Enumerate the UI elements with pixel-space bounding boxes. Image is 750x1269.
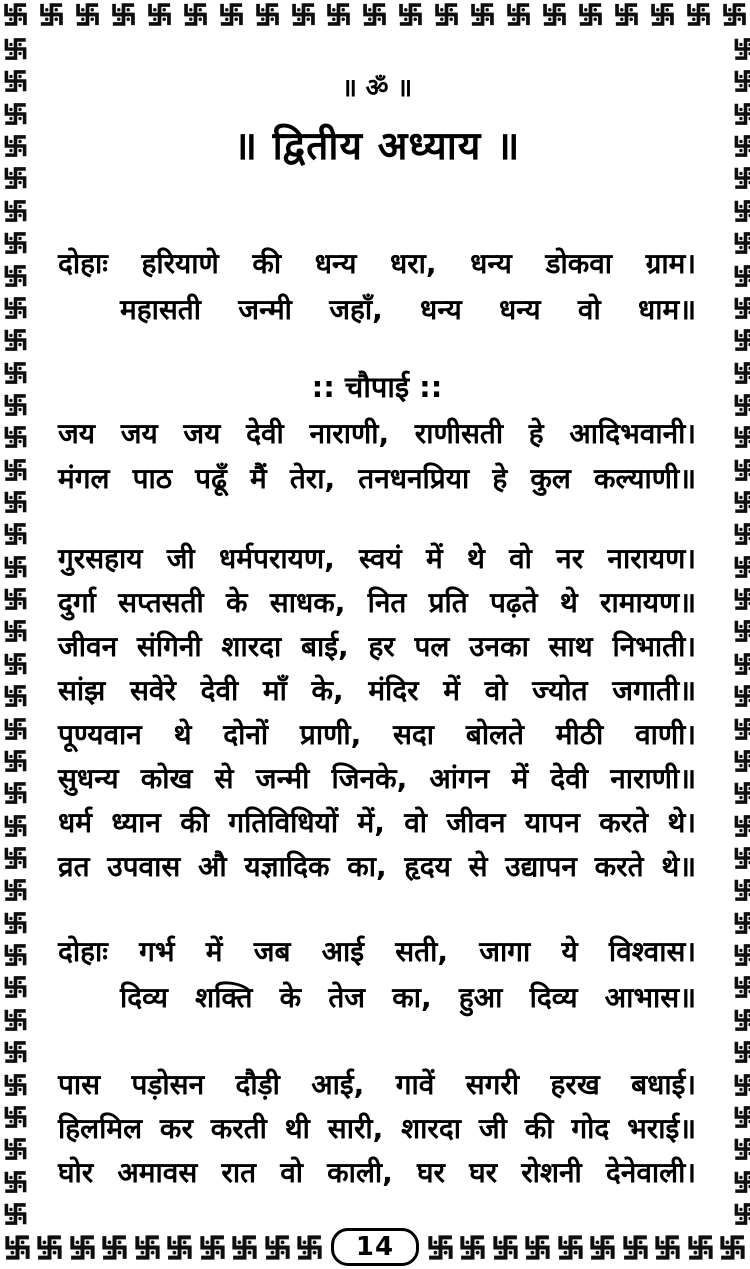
swastika-icon [164,1233,195,1262]
swastika-icon [732,1201,750,1227]
swastika-icon [145,1,174,28]
swastika-icon [522,1233,553,1262]
swastika-icon [396,1,425,28]
swastika-icon [197,1233,228,1262]
doha-line: दोहाः गर्भ में जब आई सती, जागा ये विश्वास। [58,935,696,968]
swastika-icon [2,230,29,256]
verse-line: व्रत उपवास औ यज्ञादिक का, हृदय से उद्यापन करते थे॥ [58,850,696,883]
swastika-border-bottom-right [423,1233,750,1262]
swastika-icon [732,36,750,62]
swastika-icon [2,942,29,968]
swastika-icon [732,521,750,547]
swastika-icon [2,1072,29,1098]
swastika-icon [732,1136,750,1162]
verse-line: हिलमिल कर करती थी सारी, शारदा जी की गोद भराई॥ [58,1112,696,1145]
swastika-icon [732,1072,750,1098]
swastika-icon [432,1,461,28]
swastika-icon [67,1233,98,1262]
swastika-icon [2,1136,29,1162]
swastika-border-top [0,1,750,31]
swastika-icon [732,780,750,806]
swastika-icon [2,651,29,677]
chapter-title: ॥ द्वितीय अध्याय ॥ [233,124,521,169]
swastika-icon [732,683,750,709]
swastika-icon [2,295,29,321]
swastika-icon [2,813,29,839]
swastika-icon [732,489,750,515]
swastika-icon [2,165,29,191]
swastika-icon [181,1,210,28]
swastika-icon [2,910,29,936]
swastika-icon [720,1,749,28]
swastika-icon [612,1,641,28]
verse-line: पूण्यवान थे दोनों प्राणी, सदा बोलते मीठी वाणी। [58,718,696,751]
swastika-icon [253,1,282,28]
swastika-icon [2,198,29,224]
doha-2 [58,929,696,1021]
swastika-icon [2,360,29,386]
swastika-icon [262,1233,293,1262]
swastika-icon [732,618,750,644]
swastika-icon [109,1,138,28]
swastika-icon [229,1233,260,1262]
swastika-icon [217,1,246,28]
page-number: 14 [355,1232,395,1262]
swastika-icon [2,845,29,871]
swastika-icon [732,392,750,418]
swastika-icon [34,1233,65,1262]
verse-line: पास पड़ोसन दौड़ी आई, गावें सगरी हरख बधाई। [58,1068,696,1101]
swastika-border-right [708,36,750,1227]
swastika-icon [732,457,750,483]
swastika-icon [2,974,29,1000]
swastika-icon [2,716,29,742]
swastika-icon [2,683,29,709]
page-number-box [331,1228,419,1266]
swastika-border-bottom-left [0,1233,327,1262]
verse-block-1 [58,537,696,889]
verse-line: सांझ सवेरे देवी माँ के, मंदिर में वो ज्योत जगाती॥ [58,674,696,707]
swastika-icon [648,1,677,28]
swastika-icon [732,101,750,127]
swastika-icon [732,1039,750,1065]
swastika-icon [2,618,29,644]
swastika-icon [468,1,497,28]
swastika-icon [2,521,29,547]
swastika-icon [732,230,750,256]
swastika-icon [732,651,750,677]
chaupai-couplet [58,411,696,501]
verse-line: घोर अमावस रात वो काली, घर घर रोशनी देनेवाली। [58,1156,696,1189]
swastika-icon [732,295,750,321]
swastika-icon [2,457,29,483]
swastika-icon [555,1233,586,1262]
swastika-icon [2,327,29,353]
swastika-icon [490,1233,521,1262]
swastika-icon [2,392,29,418]
verse-block-2 [58,1063,696,1195]
om-invocation: ॥ ॐ ॥ [341,73,413,102]
swastika-icon [2,748,29,774]
swastika-icon [294,1233,325,1262]
verse-line: मंगल पाठ पढूँ मैं तेरा, तनधनप्रिया हे कुल कल्याणी॥ [58,462,696,495]
doha-line: महासती जन्मी जहाँ, धन्य धन्य वो धाम॥ [120,293,696,326]
swastika-icon [2,1007,29,1033]
swastika-icon [732,813,750,839]
swastika-icon [652,1233,683,1262]
swastika-border-bottom [0,1227,750,1267]
verse-line: सुधन्य कोख से जन्मी जिनके, आंगन में देवी नाराणी॥ [58,762,696,795]
swastika-icon [587,1233,618,1262]
swastika-icon [732,263,750,289]
swastika-icon [360,1,389,28]
swastika-icon [37,1,66,28]
swastika-icon [732,716,750,742]
verse-line: दुर्गा सप्तसती के साधक, नित प्रति पढ़ते थे रामायण॥ [58,586,696,619]
swastika-icon [2,877,29,903]
swastika-icon [732,586,750,612]
swastika-icon [685,1233,716,1262]
swastika-icon [2,68,29,94]
verse-line: जीवन संगिनी शारदा बाई, हर पल उनका साथ निभाती। [58,630,696,663]
swastika-icon [2,133,29,159]
swastika-icon [732,877,750,903]
swastika-icon [504,1,533,28]
verse-line: धर्म ध्यान की गतिविधियों में, वो जीवन यापन करते थे। [58,806,696,839]
doha-1 [58,241,696,333]
swastika-icon [732,133,750,159]
swastika-icon [732,198,750,224]
chaupai-heading: :: चौपाई :: [311,370,443,404]
swastika-icon [576,1,605,28]
swastika-icon [732,165,750,191]
swastika-icon [2,586,29,612]
swastika-icon [732,554,750,580]
swastika-icon [324,1,353,28]
doha-line: दिव्य शक्ति के तेज का, हुआ दिव्य आभास॥ [120,981,696,1014]
swastika-icon [425,1233,456,1262]
swastika-icon [2,489,29,515]
swastika-icon [732,1104,750,1130]
doha-line: दोहाः हरियाणे की धन्य धरा, धन्य डोकवा ग्राम। [58,247,696,280]
swastika-icon [457,1233,488,1262]
swastika-icon [732,1007,750,1033]
verse-line: गुरसहाय जी धर्मपरायण, स्वयं में थे वो नर नारायण। [58,542,696,575]
swastika-icon [132,1233,163,1262]
swastika-icon [540,1,569,28]
swastika-icon [2,263,29,289]
swastika-icon [732,68,750,94]
swastika-icon [2,424,29,450]
swastika-icon [2,554,29,580]
verse-line: जय जय जय देवी नाराणी, राणीसती हे आदिभवानी। [58,417,696,450]
swastika-icon [2,1201,29,1227]
swastika-icon [2,780,29,806]
swastika-icon [2,1169,29,1195]
swastika-border-left [2,36,44,1227]
swastika-icon [732,327,750,353]
swastika-icon [2,101,29,127]
swastika-icon [732,424,750,450]
swastika-icon [1,1,30,28]
swastika-icon [732,1169,750,1195]
swastika-icon [99,1233,130,1262]
swastika-icon [2,36,29,62]
swastika-icon [620,1233,651,1262]
swastika-icon [684,1,713,28]
swastika-icon [732,974,750,1000]
swastika-icon [732,845,750,871]
swastika-icon [2,1104,29,1130]
swastika-icon [732,910,750,936]
swastika-icon [732,942,750,968]
page-content [58,36,696,1195]
swastika-icon [2,1039,29,1065]
swastika-icon [732,360,750,386]
swastika-icon [717,1233,748,1262]
swastika-icon [2,1233,33,1262]
swastika-icon [289,1,318,28]
swastika-icon [73,1,102,28]
swastika-icon [732,748,750,774]
